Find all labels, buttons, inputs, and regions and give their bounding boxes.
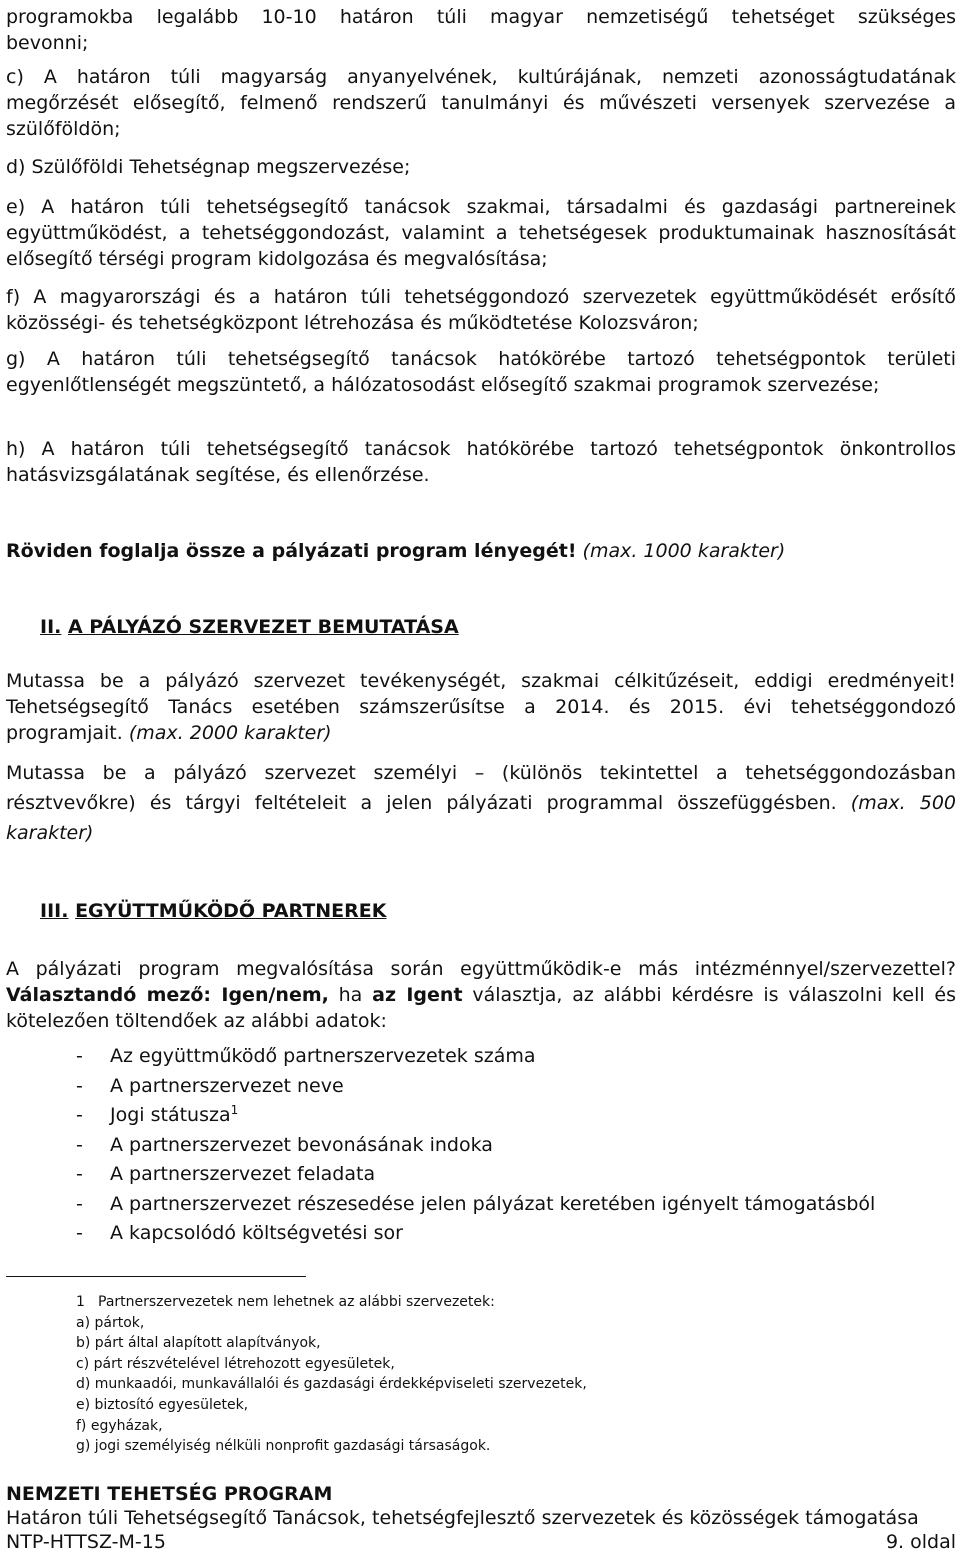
page-footer (6, 1482, 956, 1554)
section-2-number: II. (40, 616, 62, 638)
list-item (76, 1219, 956, 1249)
list-item-text: A partnerszervezet részesedése jelen pályázat keretében igényelt támogatásból (110, 1192, 876, 1215)
intro-line-1: programokba legalább 10-10 határon túli magyar nemzetiségű tehetséget szükséges (6, 6, 956, 28)
list-item-c: c) A határon túli magyarság anyanyelvének, kultúrájának, nemzeti azonosságtudatának megőrzését elősegítő, felmenő rendszerű tanulmányi és művészeti versenyek szervezése a szülőföldön; (6, 66, 956, 140)
footnote-line: c) párt részvételével létrehozott egyesületek, (76, 1355, 395, 1372)
footer-bottom-row (6, 1530, 956, 1554)
footnote-reference[interactable]: 1 (230, 1103, 239, 1117)
section-3-number: III. (40, 900, 69, 922)
section-3-question: A pályázati program megvalósítása során együttműködik-e más intézménnyel/szervezettel? (6, 958, 956, 980)
footnote-divider (6, 1276, 306, 1277)
section-2-paragraph-2-limit: (max. 500 karakter) (6, 792, 957, 844)
list-item (76, 1190, 956, 1220)
list-item-text: A kapcsolódó költségvetési sor (110, 1222, 403, 1244)
partner-data-list (76, 1042, 956, 1249)
list-item-text: Jogi státusza (110, 1104, 231, 1126)
list-item-text: A partnerszervezet feladata (110, 1163, 376, 1185)
footnote-number: 1 (76, 1294, 85, 1310)
footnote-line: d) munkaadói, munkavállalói és gazdasági érdekképviseleti szervezetek, (76, 1376, 587, 1393)
footnote-line: g) jogi személyiség nélküli nonprofit gazdasági társaságok. (76, 1438, 491, 1455)
list-item-text: A partnerszervezet bevonásának indoka (110, 1133, 493, 1156)
summary-prompt (6, 538, 956, 564)
list-item (76, 1160, 956, 1190)
page-number: 9. oldal (885, 1531, 956, 1553)
footer-program-name: NEMZETI TEHETSÉG PROGRAM (6, 1483, 333, 1505)
footnote-heading: Partnerszervezetek nem lehetnek az alábbi szervezetek: (98, 1294, 495, 1310)
section-2-paragraph-1-limit: (max. 2000 karakter) (128, 722, 332, 744)
section-3-paragraph (6, 956, 956, 1034)
section-3-instruction: választja, az alábbi kérdésre is válaszolni kell és kötelezően töltendőek az alábbi adatok: (6, 984, 956, 1032)
footer-code: NTP-HTTSZ-M-15 (6, 1531, 166, 1553)
list-item (76, 1101, 956, 1131)
section-3-igent: az Igent (372, 984, 463, 1006)
section-3-field-label: Választandó mező: Igen/nem, (6, 984, 329, 1006)
list-item (76, 1131, 956, 1161)
list-item-text: Az együttműködő partnerszervezetek száma (110, 1045, 536, 1067)
list-item (76, 1072, 956, 1102)
summary-prompt-text: Röviden foglalja össze a pályázati program lényegét! (6, 540, 577, 562)
section-2-heading (40, 614, 459, 640)
list-item (76, 1042, 956, 1072)
list-item-f: f) A magyarországi és a határon túli tehetséggondozó szervezetek együttműködését erősítő közösségi- és tehetségközpont létrehozása és működtetése Kolozsváron; (6, 286, 956, 334)
section-2-paragraph-2 (6, 758, 956, 848)
footnote-line: b) párt által alapított alapítványok, (76, 1335, 321, 1352)
footnote (76, 1292, 936, 1457)
section-2-paragraph-2-text: Mutassa be a pályázó szervezet személyi – (különös tekintettel a tehetséggondozásban résztvevőkre) és tárgyi feltételeit a jelen pályázati programmal összefüggésben. (6, 762, 956, 814)
summary-limit: (max. 1000 karakter) (582, 540, 786, 562)
list-item-e: e) A határon túli tehetségsegítő tanácsok szakmai, társadalmi és gazdasági partnereinek együttműködést, a tehetséggondozást, valamint a tehetségesek produktumainak hasznosítását elősegítő térségi program kidolgozása és megvalósítása; (6, 196, 956, 270)
footnote-line: f) egyházak, (76, 1417, 163, 1434)
section-3-heading (40, 898, 387, 924)
list-item-d: d) Szülőföldi Tehetségnap megszervezése; (6, 156, 411, 178)
list-item-g: g) A határon túli tehetségsegítő tanácsok hatókörébe tartozó tehetségpontok területi egyenlőtlenségét megszüntető, a hálózatosodást elősegítő szakmai programok szervezése; (6, 348, 956, 396)
section-2-paragraph-1 (6, 668, 956, 746)
footnote-line: e) biztosító egyesületek, (76, 1396, 249, 1413)
intro-line-2: bevonni; (6, 32, 89, 54)
section-2-paragraph-1-text: Mutassa be a pályázó szervezet tevékenységét, szakmai célkitűzéseit, eddigi eredményeit! Tehetségsegítő Tanács esetében számszerűsítse a 2014. és 2015. évi tehetséggondozó programjait. (6, 670, 956, 744)
section-3-title: EGYÜTTMŰKÖDŐ PARTNEREK (75, 900, 387, 922)
footer-subtitle: Határon túli Tehetségsegítő Tanácsok, tehetségfejlesztő szervezetek és közösségek támogatása (6, 1507, 919, 1529)
footnote-line: a) pártok, (76, 1314, 145, 1331)
section-2-title: A PÁLYÁZÓ SZERVEZET BEMUTATÁSA (67, 616, 459, 638)
list-item-h: h) A határon túli tehetségsegítő tanácsok hatókörébe tartozó tehetségpontok önkontrollos hatásvizsgálatának segítése, és ellenőrzése. (6, 438, 956, 486)
section-3-ha: ha (338, 984, 363, 1006)
list-item-text: A partnerszervezet neve (110, 1074, 344, 1097)
